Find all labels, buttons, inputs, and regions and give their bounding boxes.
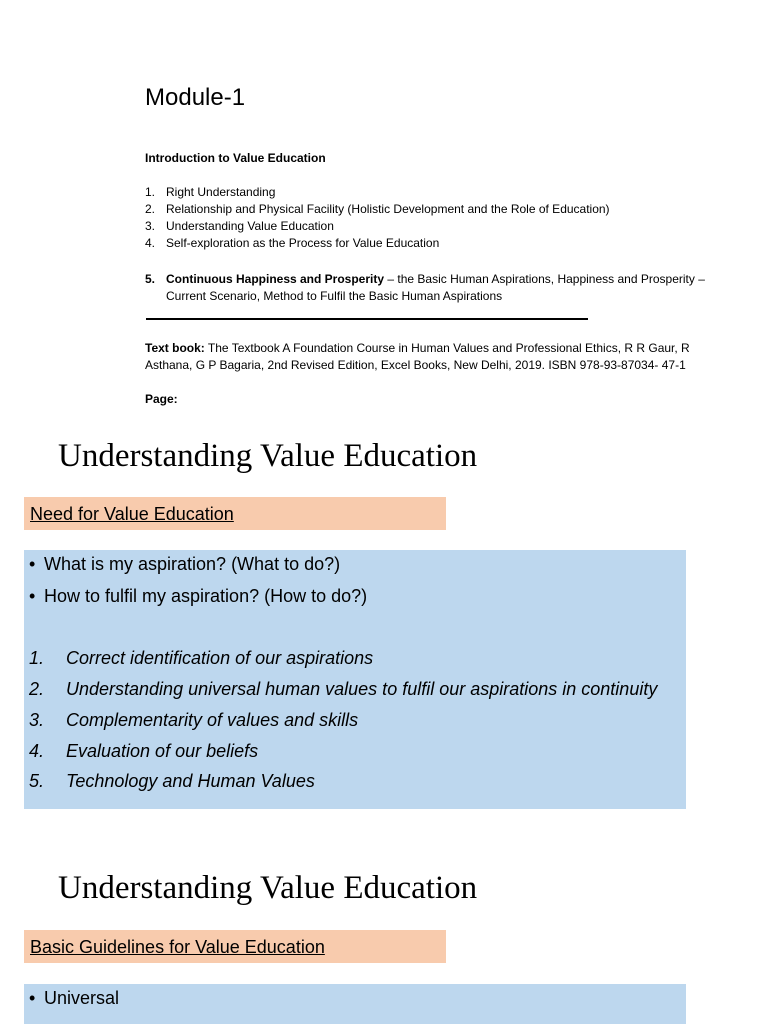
- list-number: 4.: [29, 741, 45, 761]
- list-number: 5.: [29, 771, 45, 791]
- list-text: [166, 271, 745, 305]
- numbered-list: [24, 647, 674, 792]
- list-number: 5.: [145, 272, 156, 286]
- textbook-label: Text book:: [145, 341, 205, 355]
- item-bold-text: Continuous Happiness and Prosperity: [166, 272, 385, 286]
- list-item: [24, 740, 674, 762]
- list-item: [24, 678, 674, 700]
- list-item: [24, 709, 674, 731]
- list-number: 2.: [145, 202, 156, 216]
- list-text: Right Understanding: [166, 185, 276, 199]
- list-text: Correct identification of our aspirations: [66, 648, 374, 668]
- bullet-text: What is my aspiration? (What to do?): [44, 554, 341, 574]
- list-number: 3.: [145, 219, 156, 233]
- bullet-text: How to fulfil my aspiration? (How to do?): [44, 586, 368, 606]
- list-item: [145, 235, 745, 252]
- list-text: Understanding universal human values to fulfil our aspirations in continuity: [66, 679, 658, 699]
- content-box: [24, 984, 686, 1024]
- list-item: [145, 218, 745, 235]
- list-number: 3.: [29, 710, 45, 730]
- list-text: Understanding Value Education: [166, 219, 334, 233]
- module-title: Module-1: [145, 84, 246, 111]
- topic-list: [145, 184, 745, 252]
- bullet-icon: •: [29, 586, 36, 606]
- list-text: Evaluation of our beliefs: [66, 741, 259, 761]
- bullet-item: [29, 554, 340, 575]
- list-number: 2.: [29, 679, 45, 699]
- list-number: 4.: [145, 236, 156, 250]
- bullet-icon: •: [29, 988, 36, 1008]
- list-text: Self-exploration as the Process for Value Education: [166, 236, 440, 250]
- section-banner: [24, 930, 446, 963]
- list-number: 1.: [29, 648, 45, 668]
- bullet-item: [29, 586, 367, 607]
- module-heading: Introduction to Value Education: [145, 151, 326, 165]
- bullet-icon: •: [29, 554, 36, 574]
- list-number: 1.: [145, 185, 156, 199]
- banner-label: Need for Value Education: [30, 504, 234, 524]
- list-text: Complementarity of values and skills: [66, 710, 359, 730]
- item-rest-text: – the Basic Human Aspirations, Happiness and Prosperity – Current Scenario, Method to Fulfil the Basic Human Aspirations: [166, 272, 705, 303]
- divider: [146, 318, 588, 320]
- textbook-text: The Textbook A Foundation Course in Human Values and Professional Ethics, R R Gaur, R Asthana, G P Bagaria, 2nd Revised Edition, Excel Books, New Delhi, 2019. ISBN 978-93-87034- 47-1: [145, 341, 690, 372]
- section-banner: [24, 497, 446, 530]
- list-item-5: [145, 271, 745, 305]
- bullet-item: [29, 988, 119, 1009]
- bullet-text: Universal: [44, 988, 120, 1008]
- list-item: [24, 770, 674, 792]
- list-text: Technology and Human Values: [66, 771, 315, 791]
- list-item: [145, 184, 745, 201]
- list-text: Relationship and Physical Facility (Holistic Development and the Role of Education): [166, 202, 610, 216]
- page-label: Page:: [145, 392, 178, 406]
- list-item: [24, 647, 674, 669]
- content-box: [24, 550, 686, 809]
- banner-label: Basic Guidelines for Value Education: [30, 937, 325, 957]
- textbook-reference: [145, 340, 735, 374]
- slide-title: Understanding Value Education: [58, 870, 478, 906]
- list-item: [145, 201, 745, 218]
- slide-title: Understanding Value Education: [58, 438, 478, 474]
